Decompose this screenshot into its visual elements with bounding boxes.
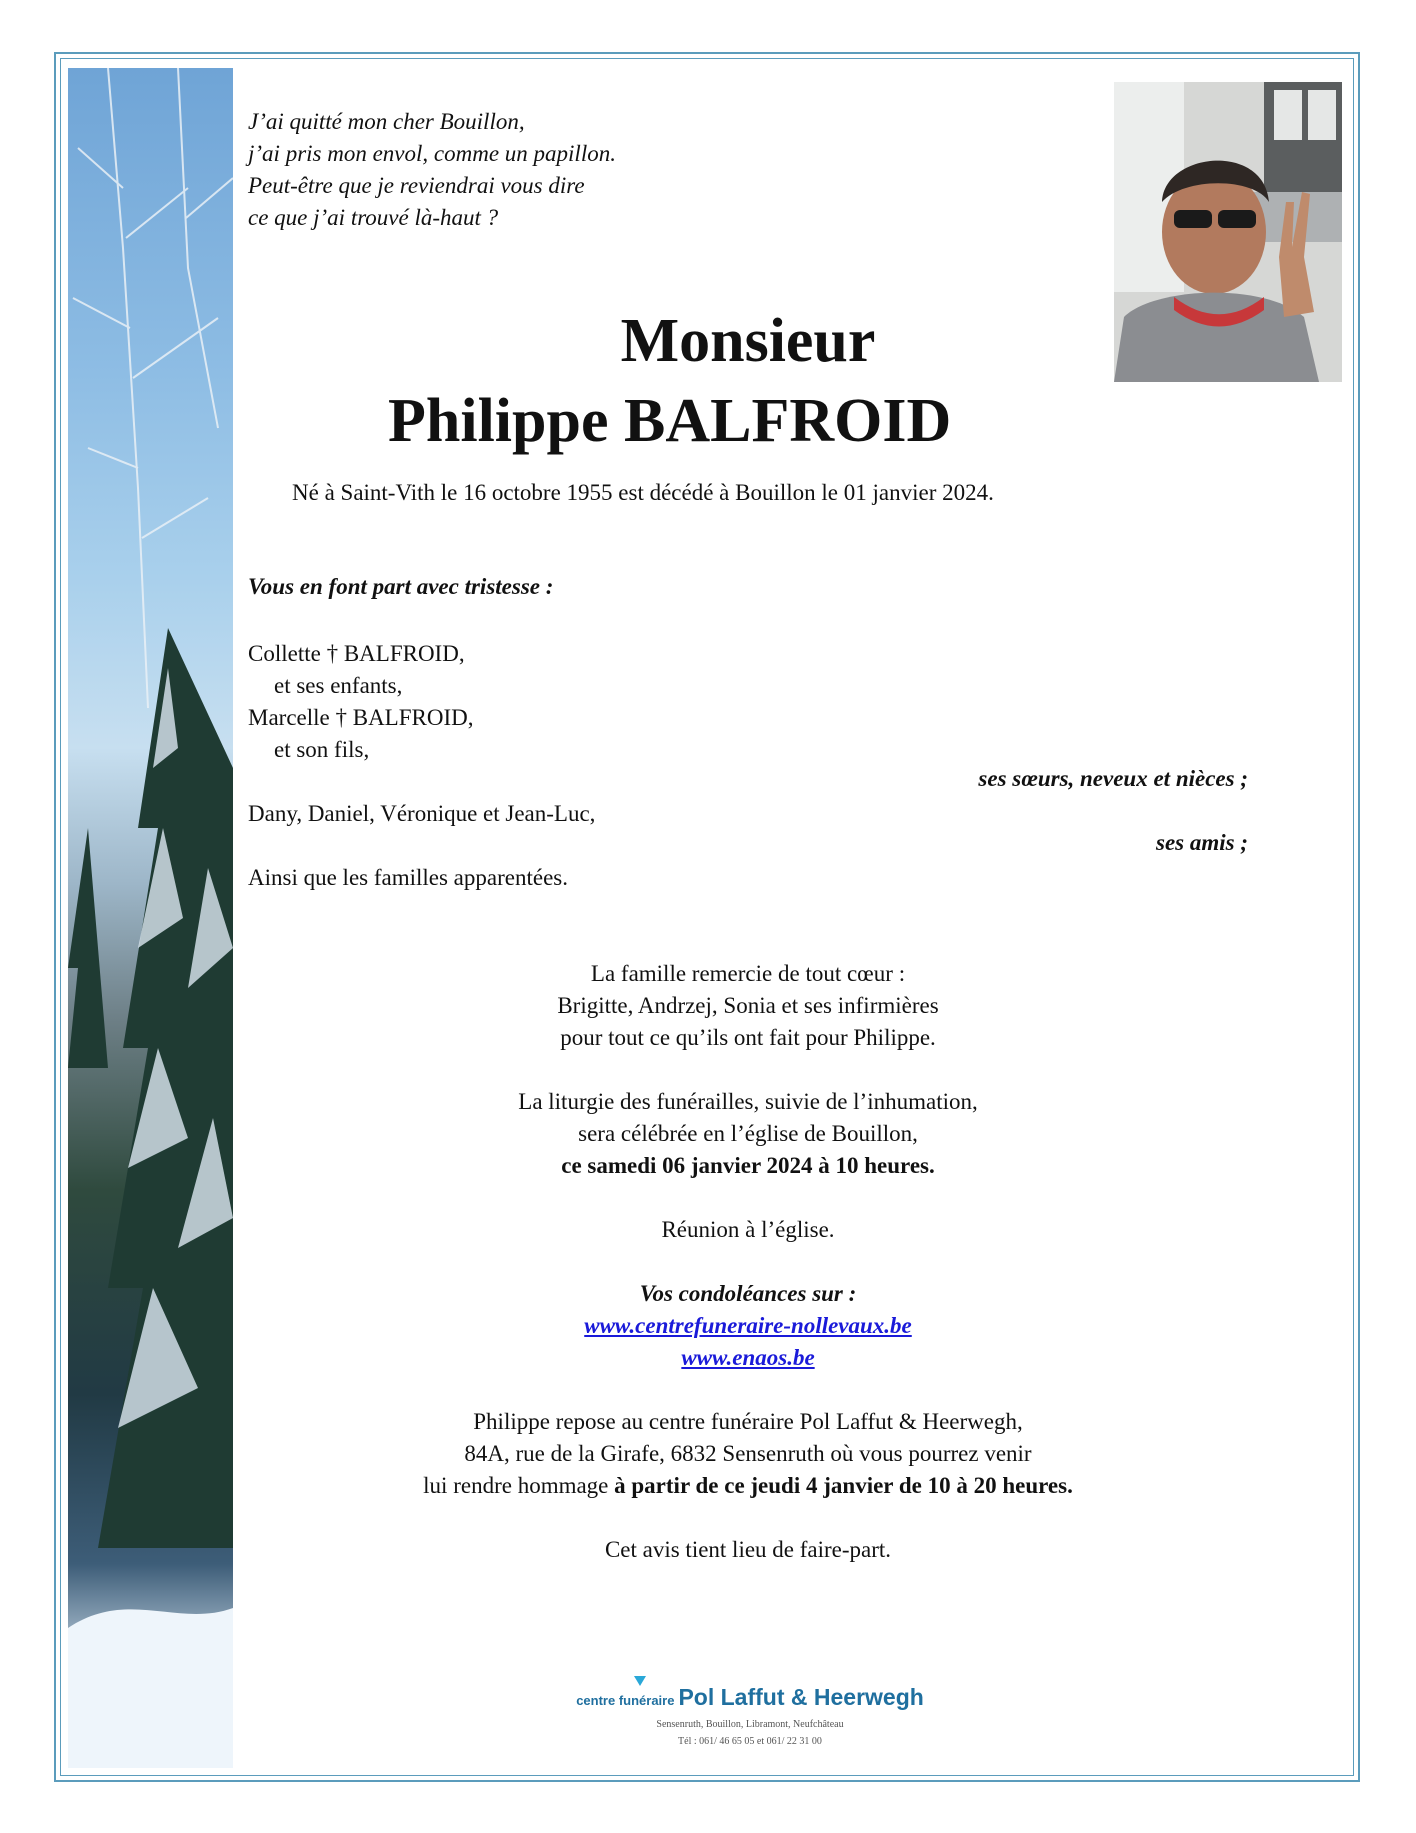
logo-phone: Tél : 061/ 46 65 05 et 061/ 22 31 00 xyxy=(678,1736,822,1747)
thanks-block xyxy=(248,958,1248,1054)
visitation-block xyxy=(248,1406,1248,1566)
announcement-intro: Vous en font part avec tristesse : xyxy=(248,574,554,599)
condolences-block xyxy=(248,1278,1248,1374)
closing-line: Cet avis tient lieu de faire-part. xyxy=(604,1537,892,1562)
thanks-line: pour tout ce qu’ils ont fait pour Philippe. xyxy=(560,1025,936,1050)
condolences-link-nollevaux[interactable]: www.centrefuneraire-nollevaux.be xyxy=(584,1313,912,1338)
poem-line: Peut-être que je reviendrai vous dire xyxy=(248,173,585,198)
poem xyxy=(248,106,616,234)
liturgy-line: sera célébrée en l’église de Bouillon, xyxy=(578,1121,918,1146)
funeral-home-logo xyxy=(500,1684,1000,1747)
logo-triangle-icon xyxy=(634,1676,646,1686)
relation-siblings: ses sœurs, neveux et nièces ; xyxy=(978,766,1248,791)
visitation-line xyxy=(248,1470,1248,1502)
logo-small-text: centre funéraire xyxy=(576,1693,675,1708)
thanks-line: La famille remercie de tout cœur : xyxy=(590,961,906,986)
logo-big-text: Pol Laffut & Heerwegh xyxy=(678,1684,924,1710)
visitation-line: 84A, rue de la Girafe, 6832 Sensenruth où vous pourrez venir xyxy=(464,1441,1032,1466)
visitation-text: lui rendre hommage xyxy=(423,1473,615,1498)
poem-line: J’ai quitté mon cher Bouillon, xyxy=(248,109,525,134)
family-list xyxy=(248,638,595,894)
meeting-line: Réunion à l’église. xyxy=(661,1217,835,1242)
birth-death-line: Né à Saint-Vith le 16 octobre 1955 est décédé à Bouillon le 01 janvier 2024. xyxy=(292,480,994,505)
liturgy-line: La liturgie des funérailles, suivie de l’inhumation, xyxy=(518,1089,978,1114)
logo-locations: Sensenruth, Bouillon, Libramont, Neufchâteau xyxy=(656,1719,844,1730)
liturgy-date: ce samedi 06 janvier 2024 à 10 heures. xyxy=(561,1153,935,1178)
condolences-link-enaos[interactable]: www.enaos.be xyxy=(681,1345,815,1370)
family-line: Collette † BALFROID, xyxy=(248,641,465,666)
relation-friends: ses amis ; xyxy=(1156,830,1248,855)
family-line: Marcelle † BALFROID, xyxy=(248,705,474,730)
deceased-name: Philippe BALFROID xyxy=(388,387,952,455)
liturgy-block xyxy=(248,1086,1248,1246)
thanks-line: Brigitte, Andrzej, Sonia et ses infirmières xyxy=(557,993,939,1018)
family-line: et son fils, xyxy=(274,737,370,762)
relatives-line: Ainsi que les familles apparentées. xyxy=(248,865,568,890)
visitation-hours: à partir de ce jeudi 4 janvier de 10 à 20 heures. xyxy=(614,1473,1073,1498)
friends-line: Dany, Daniel, Véronique et Jean-Luc, xyxy=(248,801,596,826)
family-line: et ses enfants, xyxy=(274,673,403,698)
condolences-label: Vos condoléances sur : xyxy=(639,1281,857,1306)
poem-line: j’ai pris mon envol, comme un papillon. xyxy=(248,141,616,166)
visitation-line: Philippe repose au centre funéraire Pol Laffut & Heerwegh, xyxy=(473,1409,1023,1434)
honorific-title: Monsieur xyxy=(620,307,876,375)
poem-line: ce que j’ai trouvé là-haut ? xyxy=(248,205,499,230)
